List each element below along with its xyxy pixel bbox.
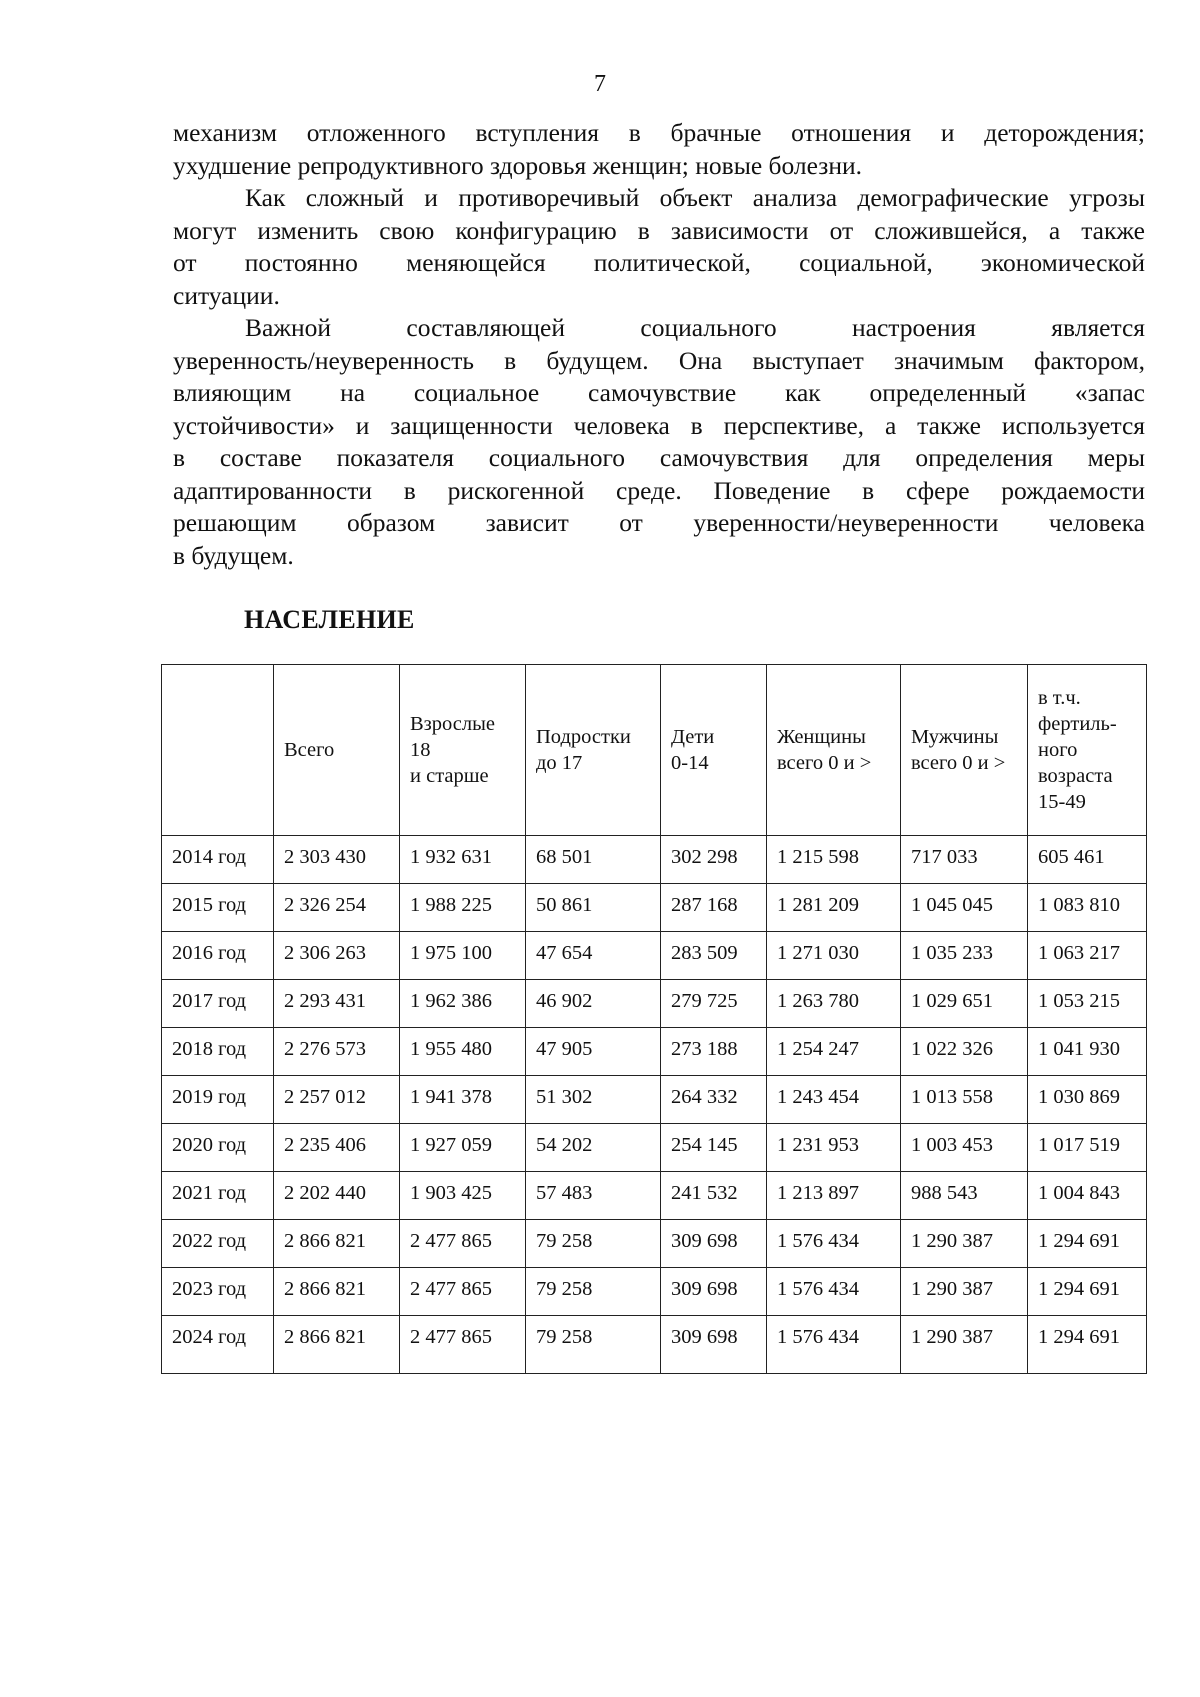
row-year-cell: 2015 год bbox=[162, 884, 274, 932]
table-cell: 54 202 bbox=[526, 1124, 661, 1172]
table-cell: 264 332 bbox=[661, 1076, 767, 1124]
table-cell: 1 576 434 bbox=[767, 1220, 901, 1268]
table-cell: 1 045 045 bbox=[901, 884, 1028, 932]
table-cell: 1 290 387 bbox=[901, 1268, 1028, 1316]
table-cell: 283 509 bbox=[661, 932, 767, 980]
table-cell: 302 298 bbox=[661, 836, 767, 884]
table-cell: 1 941 378 bbox=[400, 1076, 526, 1124]
table-cell: 47 654 bbox=[526, 932, 661, 980]
table-row bbox=[162, 1220, 1147, 1268]
table-cell: 46 902 bbox=[526, 980, 661, 1028]
table-cell: 1 975 100 bbox=[400, 932, 526, 980]
table-cell: 1 022 326 bbox=[901, 1028, 1028, 1076]
table-cell: 1 294 691 bbox=[1028, 1220, 1147, 1268]
table-cell: 279 725 bbox=[661, 980, 767, 1028]
column-header-label: Женщины всего 0 и > bbox=[777, 726, 872, 774]
population-table bbox=[161, 664, 1147, 1374]
table-cell: 79 258 bbox=[526, 1316, 661, 1374]
column-header bbox=[767, 665, 901, 836]
table-cell: 1 576 434 bbox=[767, 1268, 901, 1316]
table-row bbox=[162, 980, 1147, 1028]
table-cell: 2 326 254 bbox=[274, 884, 400, 932]
table-cell: 287 168 bbox=[661, 884, 767, 932]
table-cell: 1 290 387 bbox=[901, 1220, 1028, 1268]
table-cell: 1 035 233 bbox=[901, 932, 1028, 980]
text-line: могут изменить свою конфигурацию в зависимости от сложившейся, а также bbox=[173, 215, 1145, 245]
table-cell: 1 290 387 bbox=[901, 1316, 1028, 1374]
table-row bbox=[162, 836, 1147, 884]
column-header-label: Дети 0-14 bbox=[671, 726, 715, 774]
table-cell: 273 188 bbox=[661, 1028, 767, 1076]
table-cell: 1 041 930 bbox=[1028, 1028, 1147, 1076]
table-cell: 309 698 bbox=[661, 1220, 767, 1268]
paragraph-2 bbox=[173, 182, 1145, 312]
column-header bbox=[526, 665, 661, 836]
text-line: ситуации. bbox=[173, 280, 280, 310]
table-cell: 79 258 bbox=[526, 1220, 661, 1268]
table-cell: 2 306 263 bbox=[274, 932, 400, 980]
table-cell: 1 932 631 bbox=[400, 836, 526, 884]
table-cell: 1 053 215 bbox=[1028, 980, 1147, 1028]
text-line: уверенность/неуверенность в будущем. Она выступает значимым фактором, bbox=[173, 345, 1145, 375]
text-line: адаптированности в рискогенной среде. Поведение в сфере рождаемости bbox=[173, 475, 1145, 505]
row-year-cell: 2020 год bbox=[162, 1124, 274, 1172]
table-row bbox=[162, 1076, 1147, 1124]
table-cell: 1 003 453 bbox=[901, 1124, 1028, 1172]
table-cell: 1 213 897 bbox=[767, 1172, 901, 1220]
table-cell: 1 271 030 bbox=[767, 932, 901, 980]
table-row bbox=[162, 884, 1147, 932]
table-cell: 2 276 573 bbox=[274, 1028, 400, 1076]
text-line: механизм отложенного вступления в брачные отношения и деторождения; bbox=[173, 118, 1145, 147]
table-cell: 241 532 bbox=[661, 1172, 767, 1220]
table-cell: 1 294 691 bbox=[1028, 1268, 1147, 1316]
section-title: НАСЕЛЕНИЕ bbox=[244, 605, 415, 634]
table-cell: 1 576 434 bbox=[767, 1316, 901, 1374]
table-cell: 2 477 865 bbox=[400, 1220, 526, 1268]
table-row bbox=[162, 1268, 1147, 1316]
table-cell: 1 988 225 bbox=[400, 884, 526, 932]
row-year-cell: 2018 год bbox=[162, 1028, 274, 1076]
column-header-label: Подростки до 17 bbox=[536, 726, 631, 774]
table-cell: 1 254 247 bbox=[767, 1028, 901, 1076]
table-cell: 2 477 865 bbox=[400, 1316, 526, 1374]
text-line: от постоянно меняющейся политической, социальной, экономической bbox=[173, 248, 1145, 277]
row-year-cell: 2022 год bbox=[162, 1220, 274, 1268]
table-cell: 717 033 bbox=[901, 836, 1028, 884]
table-cell: 47 905 bbox=[526, 1028, 661, 1076]
column-header bbox=[1028, 665, 1147, 836]
table-cell: 2 866 821 bbox=[274, 1316, 400, 1374]
table-cell: 50 861 bbox=[526, 884, 661, 932]
table-cell: 2 293 431 bbox=[274, 980, 400, 1028]
table-row bbox=[162, 1316, 1147, 1374]
table-cell: 2 257 012 bbox=[274, 1076, 400, 1124]
column-header bbox=[901, 665, 1028, 836]
column-header bbox=[661, 665, 767, 836]
table-cell: 605 461 bbox=[1028, 836, 1147, 884]
table-cell: 1 013 558 bbox=[901, 1076, 1028, 1124]
table-cell: 1 281 209 bbox=[767, 884, 901, 932]
row-year-cell: 2024 год bbox=[162, 1316, 274, 1374]
table-cell: 2 235 406 bbox=[274, 1124, 400, 1172]
table-row bbox=[162, 1172, 1147, 1220]
row-year-cell: 2019 год bbox=[162, 1076, 274, 1124]
text-line: влияющим на социальное самочувствие как определенный «запас bbox=[173, 378, 1145, 407]
table-cell: 1 004 843 bbox=[1028, 1172, 1147, 1220]
table-cell: 1 962 386 bbox=[400, 980, 526, 1028]
table-row bbox=[162, 1124, 1147, 1172]
table-cell: 2 303 430 bbox=[274, 836, 400, 884]
text-line: Как сложный и противоречивый объект анализа демографические угрозы bbox=[245, 183, 1145, 212]
column-header bbox=[400, 665, 526, 836]
column-header-label: в т.ч. фертиль- ного возраста 15-49 bbox=[1038, 687, 1117, 813]
table-cell: 1 927 059 bbox=[400, 1124, 526, 1172]
paragraph-1 bbox=[173, 117, 1145, 182]
table-cell: 51 302 bbox=[526, 1076, 661, 1124]
text-line: устойчивости» и защищенности человека в перспективе, а также используется bbox=[173, 410, 1145, 440]
table-cell: 1 263 780 bbox=[767, 980, 901, 1028]
table-cell: 2 866 821 bbox=[274, 1268, 400, 1316]
row-year-cell: 2023 год bbox=[162, 1268, 274, 1316]
text-line: в составе показателя социального самочувствия для определения меры bbox=[173, 443, 1145, 472]
table-row bbox=[162, 932, 1147, 980]
table-cell: 309 698 bbox=[661, 1316, 767, 1374]
paragraph-3 bbox=[173, 312, 1145, 572]
table-cell: 1 955 480 bbox=[400, 1028, 526, 1076]
table-cell: 79 258 bbox=[526, 1268, 661, 1316]
column-header-label: Мужчины всего 0 и > bbox=[911, 726, 1006, 774]
table-cell: 1 231 953 bbox=[767, 1124, 901, 1172]
table-cell: 2 866 821 bbox=[274, 1220, 400, 1268]
text-line: ухудшение репродуктивного здоровья женщин; новые болезни. bbox=[173, 150, 863, 180]
table-cell: 1 294 691 bbox=[1028, 1316, 1147, 1374]
column-header-label: Взрослые 18 и старше bbox=[410, 713, 495, 787]
table-cell: 68 501 bbox=[526, 836, 661, 884]
column-header bbox=[274, 665, 400, 836]
text-line: в будущем. bbox=[173, 540, 294, 570]
table-row bbox=[162, 1028, 1147, 1076]
table-cell: 1 083 810 bbox=[1028, 884, 1147, 932]
column-header-label: Всего bbox=[284, 739, 335, 761]
table-cell: 1 903 425 bbox=[400, 1172, 526, 1220]
table-header-row bbox=[162, 665, 1147, 836]
table-body bbox=[162, 836, 1147, 1374]
text-line: Важной составляющей социального настроения является bbox=[245, 313, 1145, 342]
table-cell: 254 145 bbox=[661, 1124, 767, 1172]
table-cell: 1 215 598 bbox=[767, 836, 901, 884]
table-cell: 57 483 bbox=[526, 1172, 661, 1220]
table-cell: 1 243 454 bbox=[767, 1076, 901, 1124]
row-year-cell: 2017 год bbox=[162, 980, 274, 1028]
table-cell: 2 202 440 bbox=[274, 1172, 400, 1220]
row-year-cell: 2014 год bbox=[162, 836, 274, 884]
table-cell: 1 063 217 bbox=[1028, 932, 1147, 980]
table-cell: 988 543 bbox=[901, 1172, 1028, 1220]
table-cell: 2 477 865 bbox=[400, 1268, 526, 1316]
text-line: решающим образом зависит от уверенности/неуверенности человека bbox=[173, 508, 1145, 537]
table-cell: 1 017 519 bbox=[1028, 1124, 1147, 1172]
table-cell: 1 030 869 bbox=[1028, 1076, 1147, 1124]
page-number: 7 bbox=[594, 71, 606, 97]
row-year-cell: 2016 год bbox=[162, 932, 274, 980]
table-cell: 309 698 bbox=[661, 1268, 767, 1316]
column-header bbox=[162, 665, 274, 836]
row-year-cell: 2021 год bbox=[162, 1172, 274, 1220]
table-cell: 1 029 651 bbox=[901, 980, 1028, 1028]
